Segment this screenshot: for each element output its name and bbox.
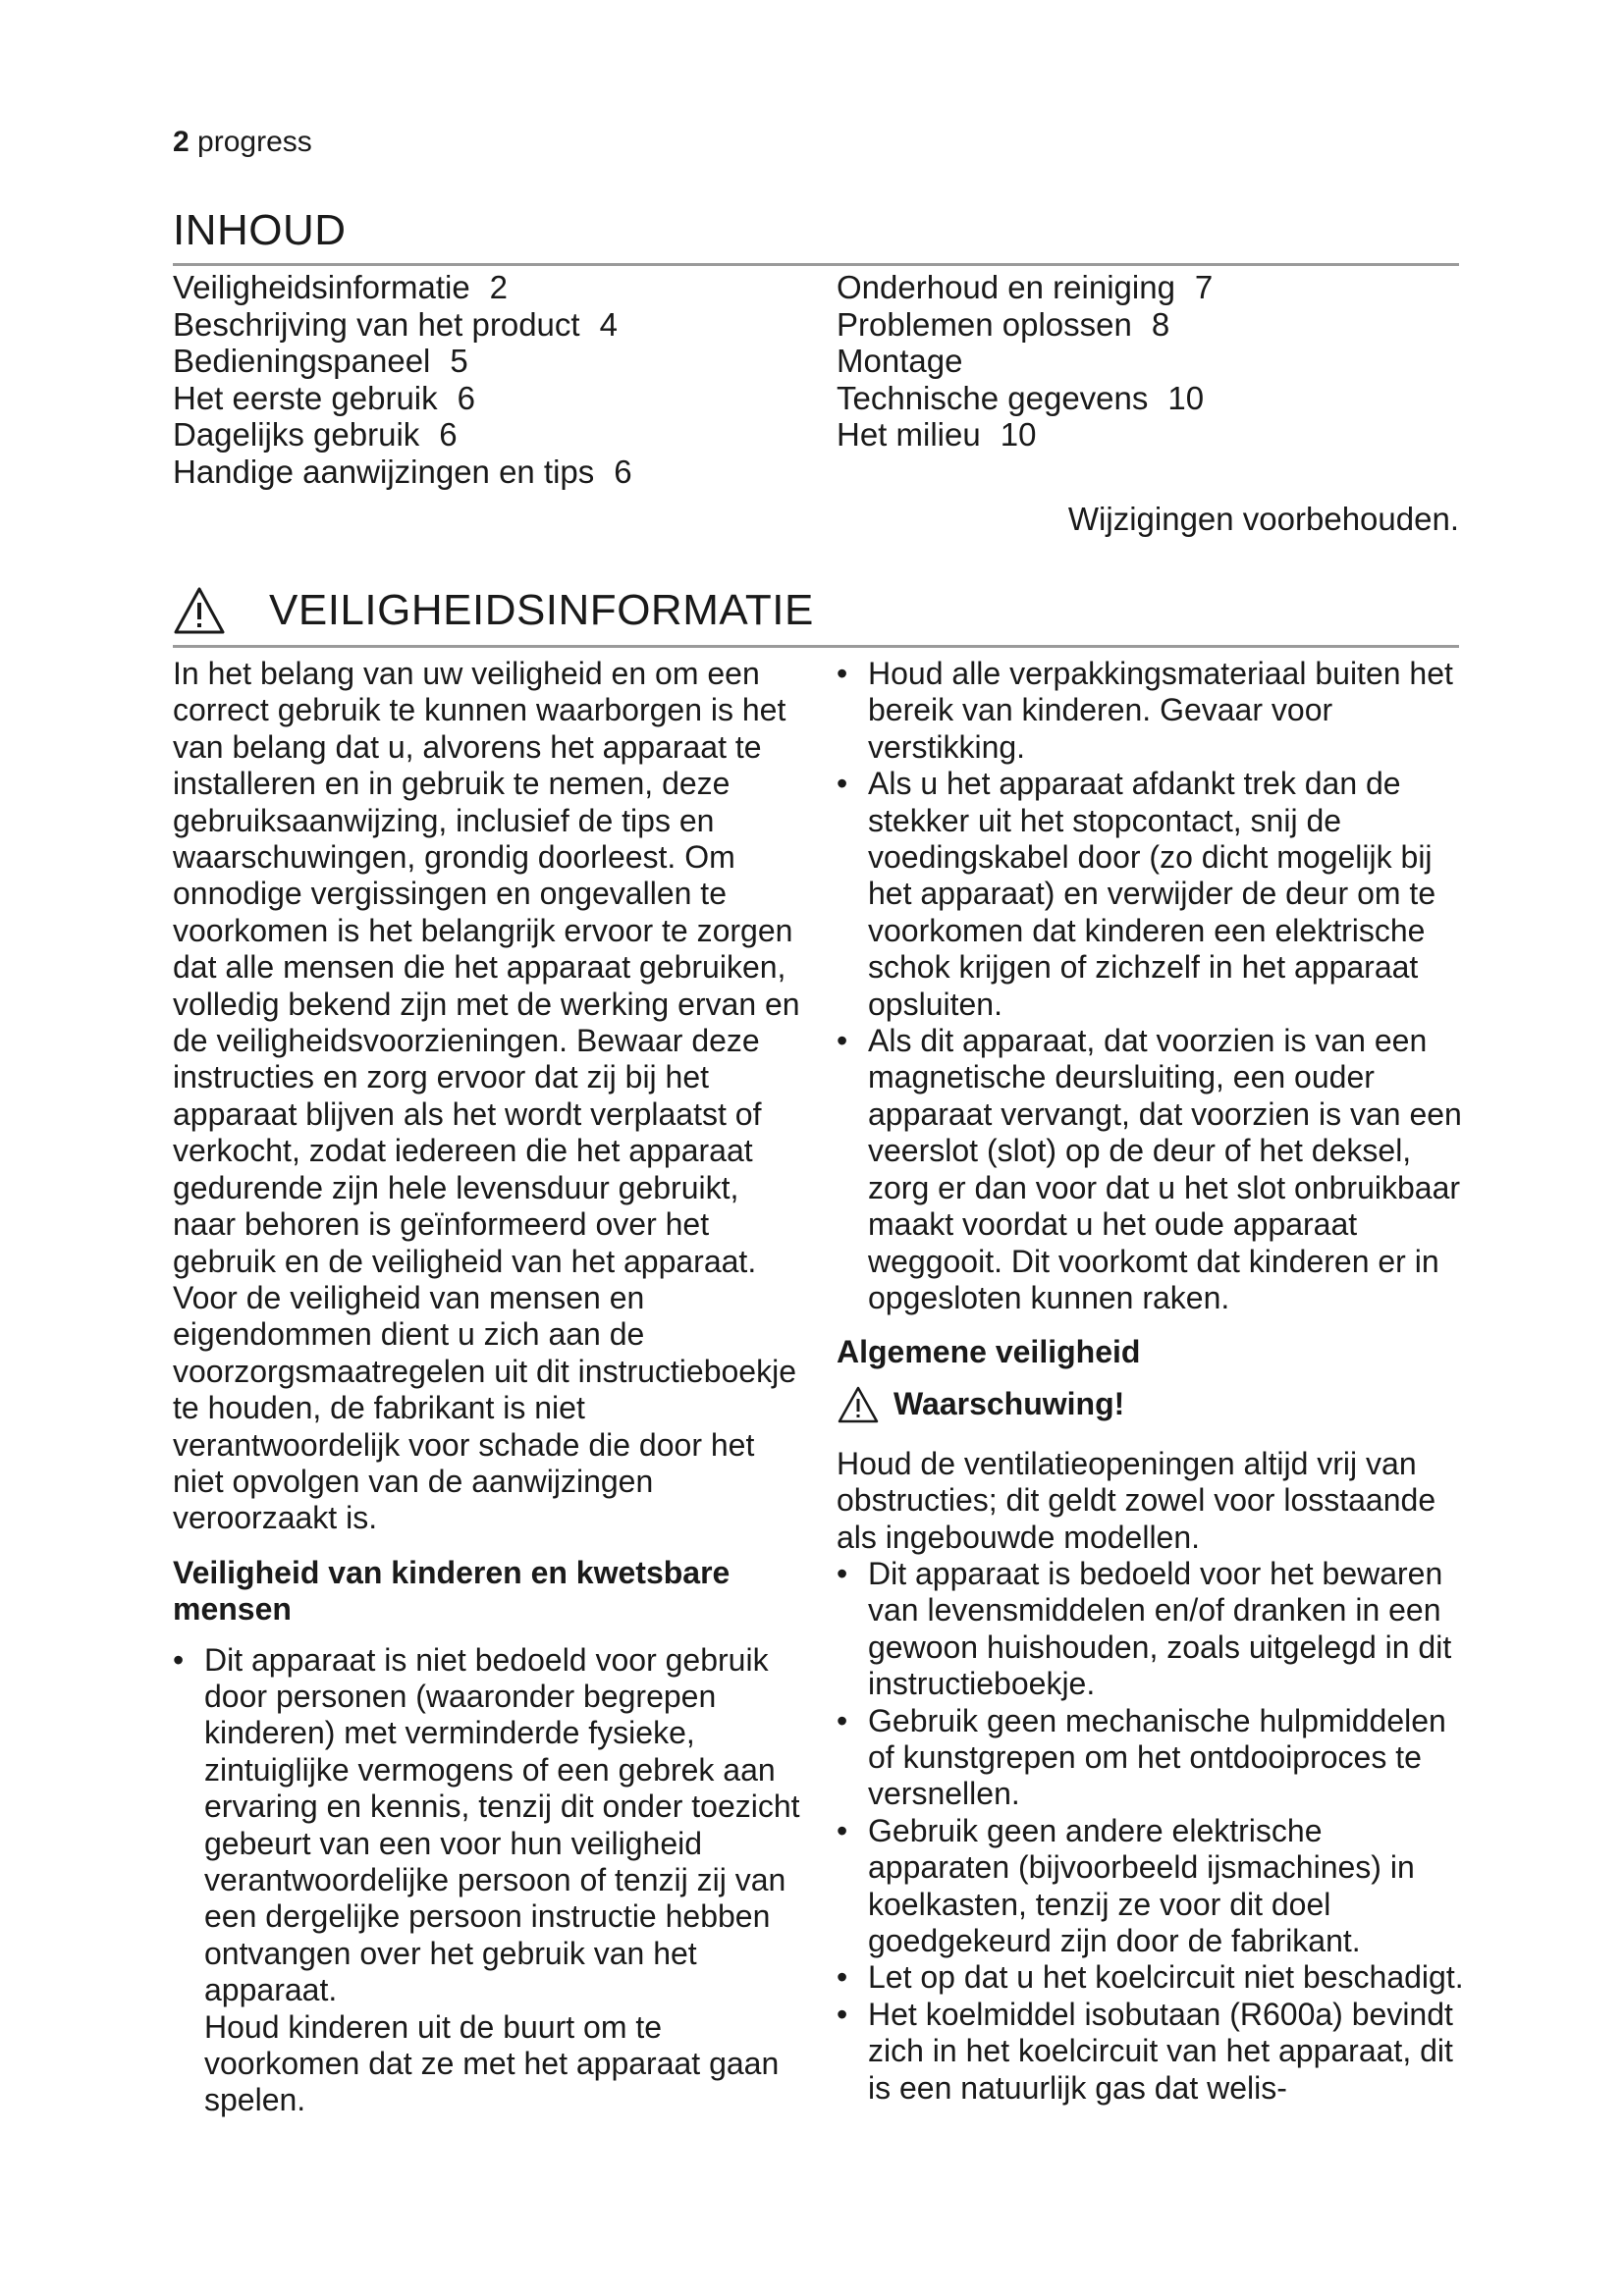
section-title: VEILIGHEIDSINFORMATIE [269,586,814,634]
list-item: • Als u het apparaat afdankt trek dan de stekker uit het stopcontact, snij de voedingskabel door (zo dicht mogelijk bij het apparaat) en verwijder de deur om te voorkomen dat kinderen een elektrische schok krijgen of zichzelf in het apparaat opsluiten. [837,766,1465,1023]
general-safety-list [837,1556,1465,2107]
toc-entry[interactable]: Montage [837,343,963,379]
general-safety-heading: Algemene veiligheid [837,1334,1141,1370]
toc-entry[interactable]: Veiligheidsinformatie 2 [173,269,509,305]
list-item: • Dit apparaat is bedoeld voor het bewaren van levensmiddelen en/of dranken in een gewoon huishouden, zoals uitgelegd in dit instructieboekje. [837,1556,1465,1703]
list-item-continuation: Houd kinderen uit de buurt om te voorkomen dat ze met het apparaat gaan spelen. [204,2008,780,2118]
disposal-list [837,656,1465,1316]
list-item: • Gebruik geen mechanische hulpmiddelen of kunstgrepen om het ontdooiproces te versnellen. [837,1703,1465,1813]
list-item: • Dit apparaat is niet bedoeld voor gebruik door personen (waaronder begrepen kinderen) met verminderde fysieke, zintuiglijke vermogens of een gebrek aan ervaring en kennis, tenzij dit onder toezicht gebeurt van een voor hun veiligheid verantwoordelijke persoon of tenzij zij van een dergelijke persoon instructie hebben ontvangen over het gebruik van het apparaat. Houd kinderen uit de buurt om te voorkomen dat ze met het apparaat gaan spelen. [173,1642,801,2119]
toc-left-column [173,269,632,490]
children-safety-list [173,1642,801,2119]
page-number: 2 [173,126,189,158]
toc-divider [173,263,1459,266]
warning-icon [837,1385,880,1424]
toc-right-column [837,269,1213,454]
warning-triangle-icon [173,586,226,635]
toc-title: INHOUD [173,206,347,254]
warning-label: Waarschuwing! [893,1386,1125,1422]
toc-entry[interactable]: Dagelijks gebruik 6 [173,416,458,453]
list-item: • Het koelmiddel isobutaan (R600a) bevindt zich in het koelcircuit van het apparaat, dit is een natuurlijk gas dat welis- [837,1997,1465,2107]
children-safety-heading: Veiligheid van kinderen en kwetsbare mensen [173,1554,731,1628]
safety-section-heading [173,579,814,642]
list-item: • Als dit apparaat, dat voorzien is van een magnetische deursluiting, een ouder apparaat vervangt, dat voorzien is van een veerslot (slot) op de deur of het deksel, zorg er dan voor dat u het slot onbruikbaar maakt voordat u het oude apparaat weggooit. Dit voorkomt dat kinderen er in opgesloten kunnen raken. [837,1023,1465,1316]
toc-entry[interactable]: Handige aanwijzingen en tips 6 [173,453,632,490]
intro-paragraph: In het belang van uw veiligheid en om een correct gebruik te kunnen waarborgen is het van belang dat u, alvorens het apparaat te installeren en in gebruik te nemen, deze gebruiksaanwijzing, inclusief de tips en waarschuwingen, grondig doorleest. Om onnodige vergissingen en ongevallen te voorkomen is het belangrijk ervoor te zorgen dat alle mensen die het apparaat gebruiken, volledig bekend zijn met de werking ervan en de veiligheidsvoorzieningen. Bewaar deze instructies en zorg ervoor dat zij bij het apparaat blijven als het wordt verplaatst of verkocht, zodat iedereen die het apparaat gedurende zijn hele levensduur gebruikt, naar behoren is geïnformeerd over het gebruik en de veiligheid van het apparaat. [173,656,800,1279]
page-header [173,126,312,159]
section-divider [173,645,1459,648]
intro-paragraph-2: Voor de veiligheid van mensen en eigendommen dient u zich aan de voorzorgsmaatregelen uit dit instructieboekje te houden, de fabrikant is niet verantwoordelijk voor schade die door het niet opvolgen van de aanwijzingen veroorzaakt is. [173,1279,796,1536]
ventilation-paragraph: Houd de ventilatieopeningen altijd vrij van obstructies; dit geldt zowel voor losstaande als ingebouwde modellen. [837,1445,1436,1555]
toc-entry[interactable]: Bedieningspaneel 5 [173,343,468,379]
brand-name: progress [197,126,312,158]
toc-entry[interactable]: Het eerste gebruik 6 [173,379,475,416]
list-item: • Let op dat u het koelcircuit niet beschadigt. [837,1959,1465,1996]
warning-callout [837,1385,1465,1424]
list-item: • Gebruik geen andere elektrische apparaten (bijvoorbeeld ijsmachines) in koelkasten, tenzij ze voor dit doel goedgekeurd zijn door de fabrikant. [837,1813,1465,1960]
left-text-column [173,656,801,2119]
toc-entry[interactable]: Technische gegevens 10 [837,379,1205,416]
changes-reserved-note: Wijzigingen voorbehouden. [1067,501,1459,537]
toc-entry[interactable]: Onderhoud en reiniging 7 [837,269,1214,305]
toc-entry[interactable]: Het milieu 10 [837,416,1037,453]
list-item: • Houd alle verpakkingsmateriaal buiten het bereik van kinderen. Gevaar voor verstikking. [837,656,1465,766]
right-text-column [837,656,1465,2107]
toc-entry[interactable]: Beschrijving van het product 4 [173,305,618,343]
toc-entry[interactable]: Problemen oplossen 8 [837,305,1170,343]
